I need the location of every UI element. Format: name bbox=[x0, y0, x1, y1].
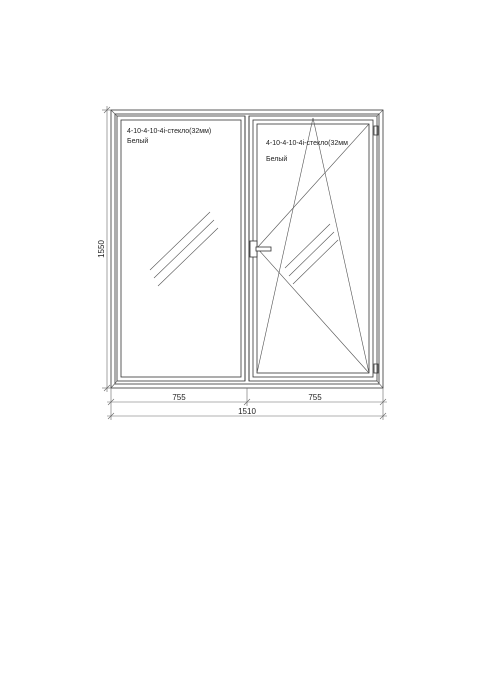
window-handle bbox=[250, 241, 271, 257]
dimension-total-width bbox=[107, 407, 387, 419]
glass-reflection-right bbox=[285, 224, 338, 284]
glass-reflection-left bbox=[150, 212, 218, 286]
right-glass-spec: 4-10-4-10-4i-стекло(32мм bbox=[266, 140, 348, 147]
window-frame bbox=[111, 110, 383, 388]
total-width-label: 1510 bbox=[238, 407, 256, 416]
left-color: Белый bbox=[127, 138, 149, 145]
right-pane bbox=[257, 118, 369, 373]
left-pane bbox=[127, 128, 218, 286]
left-glass-spec: 4-10-4-10-4i-стекло(32мм) bbox=[127, 128, 212, 135]
dimension-height bbox=[97, 106, 111, 392]
right-width-label: 755 bbox=[308, 393, 322, 402]
left-width-label: 755 bbox=[172, 393, 186, 402]
height-label: 1550 bbox=[97, 240, 106, 258]
right-color: Белый bbox=[266, 156, 288, 163]
